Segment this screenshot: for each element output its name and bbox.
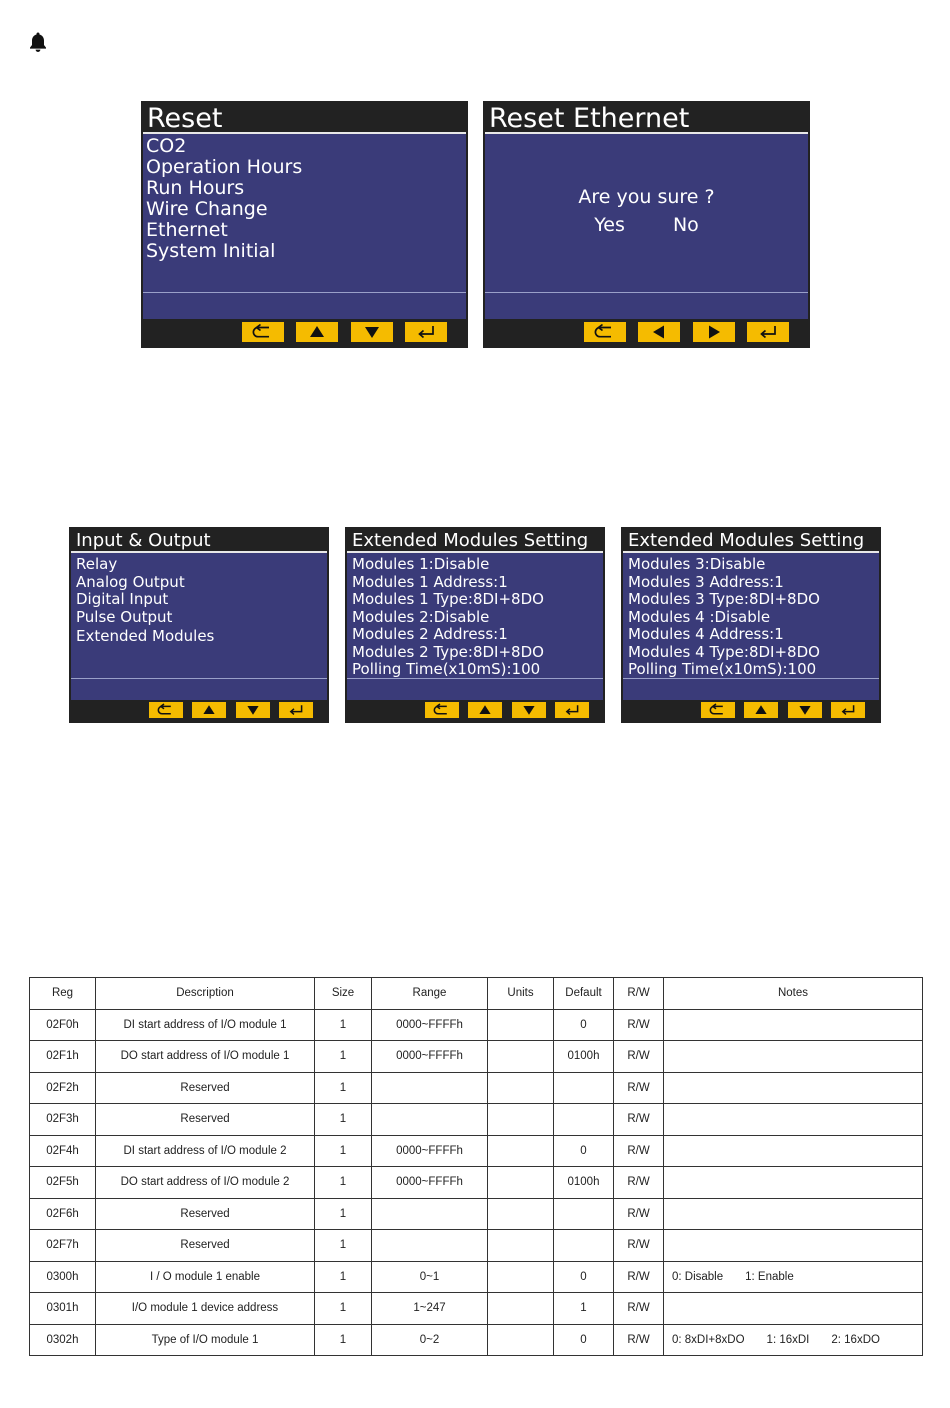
cell-reg: 0300h (30, 1261, 96, 1293)
divider (485, 292, 808, 293)
right-triangle-icon (693, 322, 735, 342)
cell-units (488, 1072, 554, 1104)
bell-icon (26, 30, 50, 54)
cell-default: 0 (554, 1324, 614, 1356)
setting-modules-2-address[interactable]: Modules 2 Address:1 (352, 626, 508, 643)
cell-reg: 02F3h (30, 1104, 96, 1136)
column-header-description: Description (96, 978, 315, 1010)
confirm-options (485, 214, 808, 236)
enter-icon (555, 702, 589, 718)
left-button[interactable] (638, 322, 680, 342)
setting-modules-2-type[interactable]: Modules 2 Type:8DI+8DO (352, 643, 544, 661)
setting-modules-1-enable[interactable]: Modules 1:Disable (352, 556, 490, 573)
menu-item-wire-change[interactable]: Wire Change (146, 199, 268, 220)
back-arrow-icon (425, 702, 459, 718)
note-option: 0: 8xDI+8xDO (672, 1333, 745, 1346)
cell-description: Reserved (96, 1072, 315, 1104)
menu-item-ethernet[interactable]: Ethernet (146, 220, 228, 241)
note-option: 0: Disable (672, 1270, 724, 1283)
cell-range: 0000~FFFFh (372, 1135, 488, 1167)
cell-units (488, 1009, 554, 1041)
cell-rw: R/W (614, 1009, 664, 1041)
cell-rw: R/W (614, 1041, 664, 1073)
no-option[interactable]: No (672, 214, 699, 236)
settings-list (347, 556, 603, 679)
cell-units (488, 1041, 554, 1073)
cell-notes (664, 1324, 923, 1356)
cell-units (488, 1293, 554, 1325)
cell-reg: 0301h (30, 1293, 96, 1325)
cell-size: 1 (315, 1198, 372, 1230)
back-arrow-icon (584, 322, 626, 342)
cell-default (554, 1072, 614, 1104)
down-button[interactable] (512, 702, 546, 718)
back-arrow-icon (242, 322, 284, 342)
cell-size: 1 (315, 1167, 372, 1199)
table-header-row (30, 978, 923, 1010)
enter-icon (279, 702, 313, 718)
cell-notes (664, 1041, 923, 1073)
cell-range (372, 1198, 488, 1230)
cell-units (488, 1324, 554, 1356)
cell-description: Reserved (96, 1198, 315, 1230)
down-triangle-icon (236, 702, 270, 718)
back-button[interactable] (242, 322, 284, 342)
menu-item-system-initial[interactable]: System Initial (146, 241, 276, 262)
table-row (30, 1230, 923, 1262)
screen-title: Reset (143, 103, 466, 134)
cell-notes (664, 1167, 923, 1199)
cell-description: DO start address of I/O module 2 (96, 1167, 315, 1199)
extended-modules-screen-1 (345, 527, 605, 723)
enter-icon (405, 322, 447, 342)
column-header-units: Units (488, 978, 554, 1010)
input-output-screen (69, 527, 329, 723)
cell-size: 1 (315, 1041, 372, 1073)
enter-icon (831, 702, 865, 718)
down-triangle-icon (788, 702, 822, 718)
table-row (30, 1167, 923, 1199)
menu-item-digital-input[interactable]: Digital Input (76, 591, 169, 608)
down-triangle-icon (512, 702, 546, 718)
settings-list (623, 556, 879, 679)
menu-item-operation-hours[interactable]: Operation Hours (146, 157, 303, 178)
cell-size: 1 (315, 1293, 372, 1325)
cell-notes (664, 1135, 923, 1167)
menu-item-run-hours[interactable]: Run Hours (146, 178, 245, 199)
cell-notes (664, 1293, 923, 1325)
button-bar (347, 700, 603, 721)
register-table (29, 977, 923, 1356)
back-button[interactable] (425, 702, 459, 718)
column-header-size: Size (315, 978, 372, 1010)
cell-reg: 02F2h (30, 1072, 96, 1104)
back-button[interactable] (701, 702, 735, 718)
cell-reg: 02F4h (30, 1135, 96, 1167)
divider (71, 678, 327, 679)
column-header-notes: Notes (664, 978, 923, 1010)
cell-rw: R/W (614, 1324, 664, 1356)
enter-button[interactable] (747, 322, 789, 342)
enter-button[interactable] (279, 702, 313, 718)
down-triangle-icon (351, 322, 393, 342)
column-header-range: Range (372, 978, 488, 1010)
cell-description: DI start address of I/O module 1 (96, 1009, 315, 1041)
menu-list (143, 136, 466, 262)
screen-title: Input & Output (71, 529, 327, 553)
setting-modules-4-enable[interactable]: Modules 4 :Disable (628, 608, 771, 626)
menu-item-co2[interactable]: CO2 (146, 136, 187, 157)
back-arrow-icon (701, 702, 735, 718)
cell-default (554, 1230, 614, 1262)
button-bar (71, 700, 327, 721)
screen-title: Extended Modules Setting (623, 529, 879, 553)
setting-polling-time[interactable]: Polling Time(x10mS):100 (628, 661, 817, 678)
cell-units (488, 1198, 554, 1230)
back-button[interactable] (584, 322, 626, 342)
cell-notes (664, 1198, 923, 1230)
column-header-rw: R/W (614, 978, 664, 1010)
cell-notes (664, 1072, 923, 1104)
note-option: 2: 16xDO (831, 1333, 880, 1346)
table-row (30, 1198, 923, 1230)
cell-rw: R/W (614, 1230, 664, 1262)
cell-default (554, 1104, 614, 1136)
cell-reg: 02F1h (30, 1041, 96, 1073)
setting-modules-3-type[interactable]: Modules 3 Type:8DI+8DO (628, 591, 820, 608)
cell-notes (664, 1261, 923, 1293)
up-button[interactable] (296, 322, 338, 342)
setting-modules-3-enable[interactable]: Modules 3:Disable (628, 556, 766, 573)
extended-modules-screen-2 (621, 527, 881, 723)
setting-modules-3-address[interactable]: Modules 3 Address:1 (628, 573, 784, 591)
setting-modules-2-enable[interactable]: Modules 2:Disable (352, 608, 490, 626)
table-row (30, 1261, 923, 1293)
cell-description: Type of I/O module 1 (96, 1324, 315, 1356)
button-bar (485, 319, 808, 346)
divider (623, 678, 879, 679)
cell-rw: R/W (614, 1167, 664, 1199)
cell-default (554, 1198, 614, 1230)
table-row (30, 1072, 923, 1104)
cell-description: I/O module 1 device address (96, 1293, 315, 1325)
menu-item-relay[interactable]: Relay (76, 556, 118, 573)
right-button[interactable] (693, 322, 735, 342)
reset-screen (141, 101, 468, 348)
cell-description: DI start address of I/O module 2 (96, 1135, 315, 1167)
cell-range: 0000~FFFFh (372, 1041, 488, 1073)
setting-modules-4-type[interactable]: Modules 4 Type:8DI+8DO (628, 643, 820, 661)
left-triangle-icon (638, 322, 680, 342)
menu-item-extended-modules[interactable]: Extended Modules (76, 628, 215, 645)
up-button[interactable] (468, 702, 502, 718)
cell-description: DO start address of I/O module 1 (96, 1041, 315, 1073)
setting-polling-time[interactable]: Polling Time(x10mS):100 (352, 661, 541, 678)
back-arrow-icon (149, 702, 183, 718)
cell-range: 0000~FFFFh (372, 1167, 488, 1199)
column-header-reg: Reg (30, 978, 96, 1010)
enter-icon (747, 322, 789, 342)
cell-notes (664, 1009, 923, 1041)
cell-range (372, 1072, 488, 1104)
up-triangle-icon (744, 702, 778, 718)
cell-size: 1 (315, 1135, 372, 1167)
down-button[interactable] (788, 702, 822, 718)
cell-range: 0~2 (372, 1324, 488, 1356)
divider (347, 678, 603, 679)
table-row (30, 1324, 923, 1356)
cell-reg: 02F0h (30, 1009, 96, 1041)
note-option: 1: Enable (745, 1270, 794, 1283)
up-button[interactable] (192, 702, 226, 718)
cell-default: 0 (554, 1135, 614, 1167)
down-button[interactable] (236, 702, 270, 718)
cell-default: 0 (554, 1009, 614, 1041)
back-button[interactable] (149, 702, 183, 718)
cell-size: 1 (315, 1009, 372, 1041)
cell-units (488, 1135, 554, 1167)
setting-modules-1-type[interactable]: Modules 1 Type:8DI+8DO (352, 591, 544, 608)
menu-item-analog-output[interactable]: Analog Output (76, 573, 185, 591)
cell-rw: R/W (614, 1198, 664, 1230)
reset-ethernet-screen (483, 101, 810, 348)
cell-size: 1 (315, 1230, 372, 1262)
cell-default: 0100h (554, 1167, 614, 1199)
divider (143, 292, 466, 293)
screen-title: Reset Ethernet (485, 103, 808, 134)
menu-item-pulse-output[interactable]: Pulse Output (76, 608, 173, 626)
table-row (30, 1041, 923, 1073)
yes-option[interactable]: Yes (594, 214, 625, 236)
column-header-default: Default (554, 978, 614, 1010)
cell-range (372, 1230, 488, 1262)
cell-size: 1 (315, 1324, 372, 1356)
cell-size: 1 (315, 1104, 372, 1136)
cell-default: 1 (554, 1293, 614, 1325)
setting-modules-1-address[interactable]: Modules 1 Address:1 (352, 573, 508, 591)
cell-description: I / O module 1 enable (96, 1261, 315, 1293)
cell-default: 0100h (554, 1041, 614, 1073)
cell-size: 1 (315, 1261, 372, 1293)
setting-modules-4-address[interactable]: Modules 4 Address:1 (628, 626, 784, 643)
cell-reg: 02F7h (30, 1230, 96, 1262)
screen-title: Extended Modules Setting (347, 529, 603, 553)
up-button[interactable] (744, 702, 778, 718)
cell-description: Reserved (96, 1230, 315, 1262)
down-button[interactable] (351, 322, 393, 342)
button-bar (143, 319, 466, 346)
enter-button[interactable] (405, 322, 447, 342)
enter-button[interactable] (831, 702, 865, 718)
note-option: 1: 16xDI (766, 1333, 810, 1346)
button-bar (623, 700, 879, 721)
cell-size: 1 (315, 1072, 372, 1104)
cell-rw: R/W (614, 1261, 664, 1293)
menu-list (71, 556, 327, 646)
up-triangle-icon (192, 702, 226, 718)
cell-rw: R/W (614, 1135, 664, 1167)
cell-reg: 02F5h (30, 1167, 96, 1199)
table-row (30, 1009, 923, 1041)
cell-units (488, 1230, 554, 1262)
up-triangle-icon (296, 322, 338, 342)
cell-range (372, 1104, 488, 1136)
table-row (30, 1293, 923, 1325)
table-row (30, 1104, 923, 1136)
cell-units (488, 1104, 554, 1136)
cell-description: Reserved (96, 1104, 315, 1136)
enter-button[interactable] (555, 702, 589, 718)
cell-default: 0 (554, 1261, 614, 1293)
cell-notes (664, 1104, 923, 1136)
cell-reg: 02F6h (30, 1198, 96, 1230)
cell-units (488, 1167, 554, 1199)
cell-range: 0000~FFFFh (372, 1009, 488, 1041)
cell-rw: R/W (614, 1293, 664, 1325)
cell-notes (664, 1230, 923, 1262)
cell-range: 0~1 (372, 1261, 488, 1293)
up-triangle-icon (468, 702, 502, 718)
table-row (30, 1135, 923, 1167)
cell-rw: R/W (614, 1072, 664, 1104)
cell-units (488, 1261, 554, 1293)
cell-rw: R/W (614, 1104, 664, 1136)
cell-reg: 0302h (30, 1324, 96, 1356)
confirm-question: Are you sure ? (578, 186, 715, 208)
cell-range: 1~247 (372, 1293, 488, 1325)
